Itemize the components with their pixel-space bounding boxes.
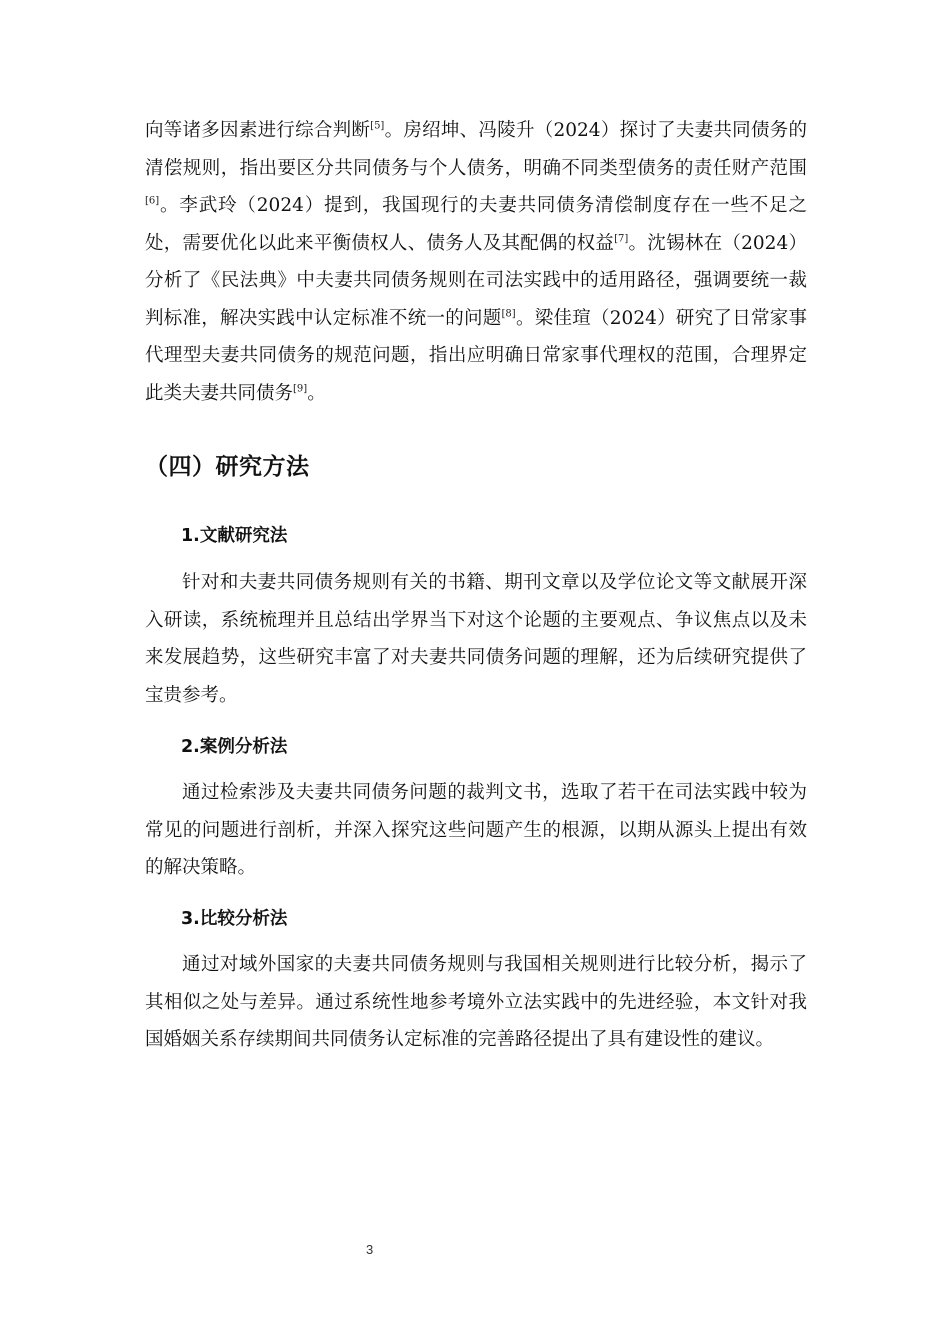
method-body-case-analysis: 通过检索涉及夫妻共同债务问题的裁判文书，选取了若干在司法实践中较为常见的问题进行剖析，并深入探究这些问题产生的根源，以期从源头上提出有效的解决策略。	[145, 782, 807, 878]
intro-paragraph	[145, 112, 807, 412]
intro-text-2: 。房绍坤、冯陵升（2024）探讨了夫妻共同债务的清偿规则，指出要区分共同债务与个人债务，明确不同类型债务的责任财产范围	[145, 120, 807, 179]
citation-8: [8]	[501, 308, 516, 319]
intro-text-1: 向等诸多因素进行综合判断	[145, 120, 371, 141]
method-heading-case-analysis: 2.案例分析法	[181, 737, 288, 757]
intro-text-3: 。李武玲（2024）提到，我国现行的夫妻共同债务清偿制度存在一些不足之处，需要优化以此来平衡债权人、债务人及其配偶的权益	[145, 195, 807, 254]
intro-text-5: 。梁佳瑄（2024）研究了日常家事代理型夫妻共同债务的规范问题，指出应明确日常家事代理权的范围，合理界定此类夫妻共同债务	[145, 307, 807, 404]
citation-9: [9]	[293, 383, 308, 394]
section-heading-research-methods: （四）研究方法	[145, 454, 310, 480]
citation-5: [5]	[370, 120, 385, 132]
citation-7: [7]	[614, 233, 629, 244]
method-heading-comparative: 3.比较分析法	[181, 909, 288, 929]
page-number: 3	[366, 1242, 374, 1257]
method-body-literature: 针对和夫妻共同债务规则有关的书籍、期刊文章以及学位论文等文献展开深入研读，系统梳理并且总结出学界当下对这个论题的主要观点、争议焦点以及未来发展趋势，这些研究丰富了对夫妻共同债务问题的理解，还为后续研究提供了宝贵参考。	[145, 572, 807, 706]
method-heading-literature: 1.文献研究法	[181, 526, 288, 546]
citation-6: [6]	[145, 195, 160, 207]
intro-text-4: 。沈锡林在（2024）分析了《民法典》中夫妻共同债务规则在司法实践中的适用路径，强调要统一裁判标准，解决实践中认定标准不统一的问题	[145, 232, 807, 329]
intro-text-6: 。	[307, 382, 326, 404]
method-body-comparative: 通过对域外国家的夫妻共同债务规则与我国相关规则进行比较分析，揭示了其相似之处与差异。通过系统性地参考境外立法实践中的先进经验，本文针对我国婚姻关系存续期间共同债务认定标准的完善路径提出了具有建设性的建议。	[145, 954, 807, 1050]
